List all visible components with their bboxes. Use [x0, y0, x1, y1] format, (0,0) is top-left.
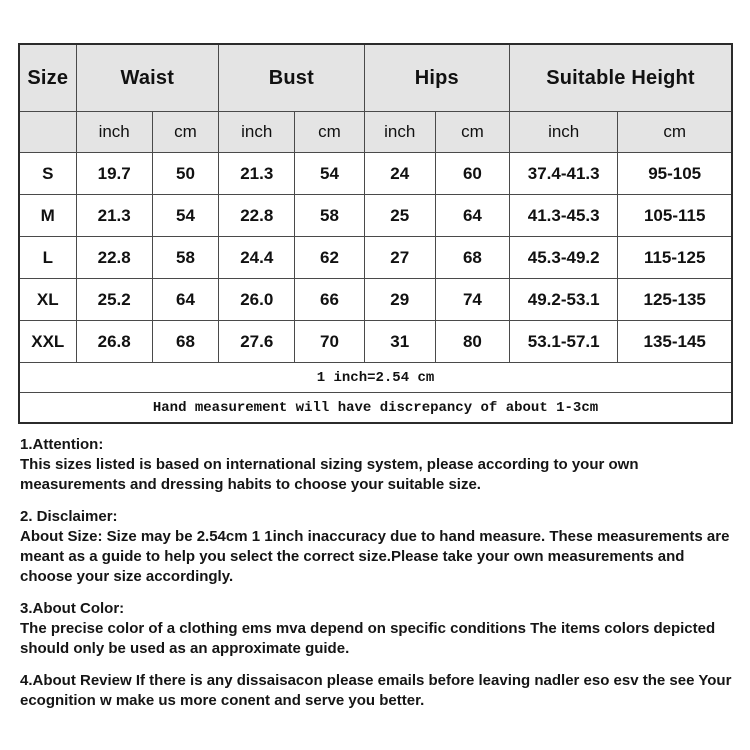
waist-cm-value: 58: [152, 237, 218, 279]
waist-inch-value: 26.8: [76, 321, 152, 363]
table-header-row: [19, 44, 732, 112]
table-row-xxl: [19, 321, 732, 363]
unit-header-bust-inch: inch: [219, 112, 295, 153]
bust-inch-value: 24.4: [219, 237, 295, 279]
waist-cm-value: 64: [152, 279, 218, 321]
size-label: XXL: [19, 321, 76, 363]
measurement-discrepancy-note: Hand measurement will have discrepancy of about 1-3cm: [19, 393, 732, 424]
note-about-review-body: 4.About Review If there is any dissaisacon please emails before leaving nadler eso esv the see Your ecognition w make us more conent and serve you better.: [20, 672, 732, 709]
waist-inch-value: 25.2: [76, 279, 152, 321]
size-chart-table: [18, 43, 733, 424]
bust-cm-value: 58: [295, 195, 364, 237]
column-header-waist: Waist: [76, 44, 219, 112]
hips-cm-value: 80: [435, 321, 509, 363]
inch-conversion-note: 1 inch=2.54 cm: [19, 363, 732, 393]
note-about-color: [20, 599, 732, 659]
height-inch-value: 49.2-53.1: [509, 279, 617, 321]
waist-cm-value: 50: [152, 153, 218, 195]
unit-header-height-inch: inch: [509, 112, 617, 153]
note-attention-title: 1.Attention:: [20, 436, 104, 453]
bust-inch-value: 21.3: [219, 153, 295, 195]
height-cm-value: 95-105: [618, 153, 732, 195]
hips-inch-value: 24: [364, 153, 435, 195]
unit-header-hips-inch: inch: [364, 112, 435, 153]
column-header-size: Size: [19, 44, 76, 112]
column-header-hips: Hips: [364, 44, 509, 112]
hips-cm-value: 60: [435, 153, 509, 195]
unit-header-empty: [19, 112, 76, 153]
note-attention: [20, 435, 732, 495]
column-header-bust: Bust: [219, 44, 364, 112]
bust-cm-value: 62: [295, 237, 364, 279]
hips-cm-value: 68: [435, 237, 509, 279]
waist-cm-value: 68: [152, 321, 218, 363]
unit-header-bust-cm: cm: [295, 112, 364, 153]
unit-header-waist-inch: inch: [76, 112, 152, 153]
hips-inch-value: 31: [364, 321, 435, 363]
bust-inch-value: 26.0: [219, 279, 295, 321]
size-label: S: [19, 153, 76, 195]
height-inch-value: 53.1-57.1: [509, 321, 617, 363]
column-header-suitable-height: Suitable Height: [509, 44, 732, 112]
table-row-xl: [19, 279, 732, 321]
note-disclaimer-body: About Size: Size may be 2.54cm 1 1inch inaccuracy due to hand measure. These measurements are meant as a guide to help you select the correct size.Please take your own measurements and choose your size accordingly.: [20, 528, 730, 585]
footnote-row-conversion: [19, 363, 732, 393]
hips-cm-value: 74: [435, 279, 509, 321]
height-cm-value: 115-125: [618, 237, 732, 279]
unit-header-hips-cm: cm: [435, 112, 509, 153]
note-about-color-body: The precise color of a clothing ems mva depend on specific conditions The items colors depicted should only be used as an approximate guide.: [20, 620, 716, 657]
table-row-l: [19, 237, 732, 279]
height-cm-value: 105-115: [618, 195, 732, 237]
waist-cm-value: 54: [152, 195, 218, 237]
note-about-color-title: 3.About Color:: [20, 600, 125, 617]
height-cm-value: 125-135: [618, 279, 732, 321]
height-inch-value: 45.3-49.2: [509, 237, 617, 279]
height-inch-value: 37.4-41.3: [509, 153, 617, 195]
table-row-m: [19, 195, 732, 237]
note-about-review: [20, 671, 732, 711]
note-disclaimer-title: 2. Disclaimer:: [20, 508, 118, 525]
note-disclaimer: [20, 507, 732, 587]
bust-cm-value: 66: [295, 279, 364, 321]
height-inch-value: 41.3-45.3: [509, 195, 617, 237]
waist-inch-value: 22.8: [76, 237, 152, 279]
notes-section: [20, 435, 732, 711]
footnote-row-discrepancy: [19, 393, 732, 424]
bust-cm-value: 70: [295, 321, 364, 363]
size-label: XL: [19, 279, 76, 321]
bust-inch-value: 22.8: [219, 195, 295, 237]
hips-inch-value: 25: [364, 195, 435, 237]
unit-header-height-cm: cm: [618, 112, 732, 153]
hips-inch-value: 27: [364, 237, 435, 279]
height-cm-value: 135-145: [618, 321, 732, 363]
bust-cm-value: 54: [295, 153, 364, 195]
size-label: M: [19, 195, 76, 237]
waist-inch-value: 21.3: [76, 195, 152, 237]
table-row-s: [19, 153, 732, 195]
bust-inch-value: 27.6: [219, 321, 295, 363]
waist-inch-value: 19.7: [76, 153, 152, 195]
size-label: L: [19, 237, 76, 279]
unit-header-row: [19, 112, 732, 153]
hips-inch-value: 29: [364, 279, 435, 321]
note-attention-body: This sizes listed is based on international sizing system, please according to your own measurements and dressing habits to choose your suitable size.: [20, 456, 639, 493]
hips-cm-value: 64: [435, 195, 509, 237]
unit-header-waist-cm: cm: [152, 112, 218, 153]
